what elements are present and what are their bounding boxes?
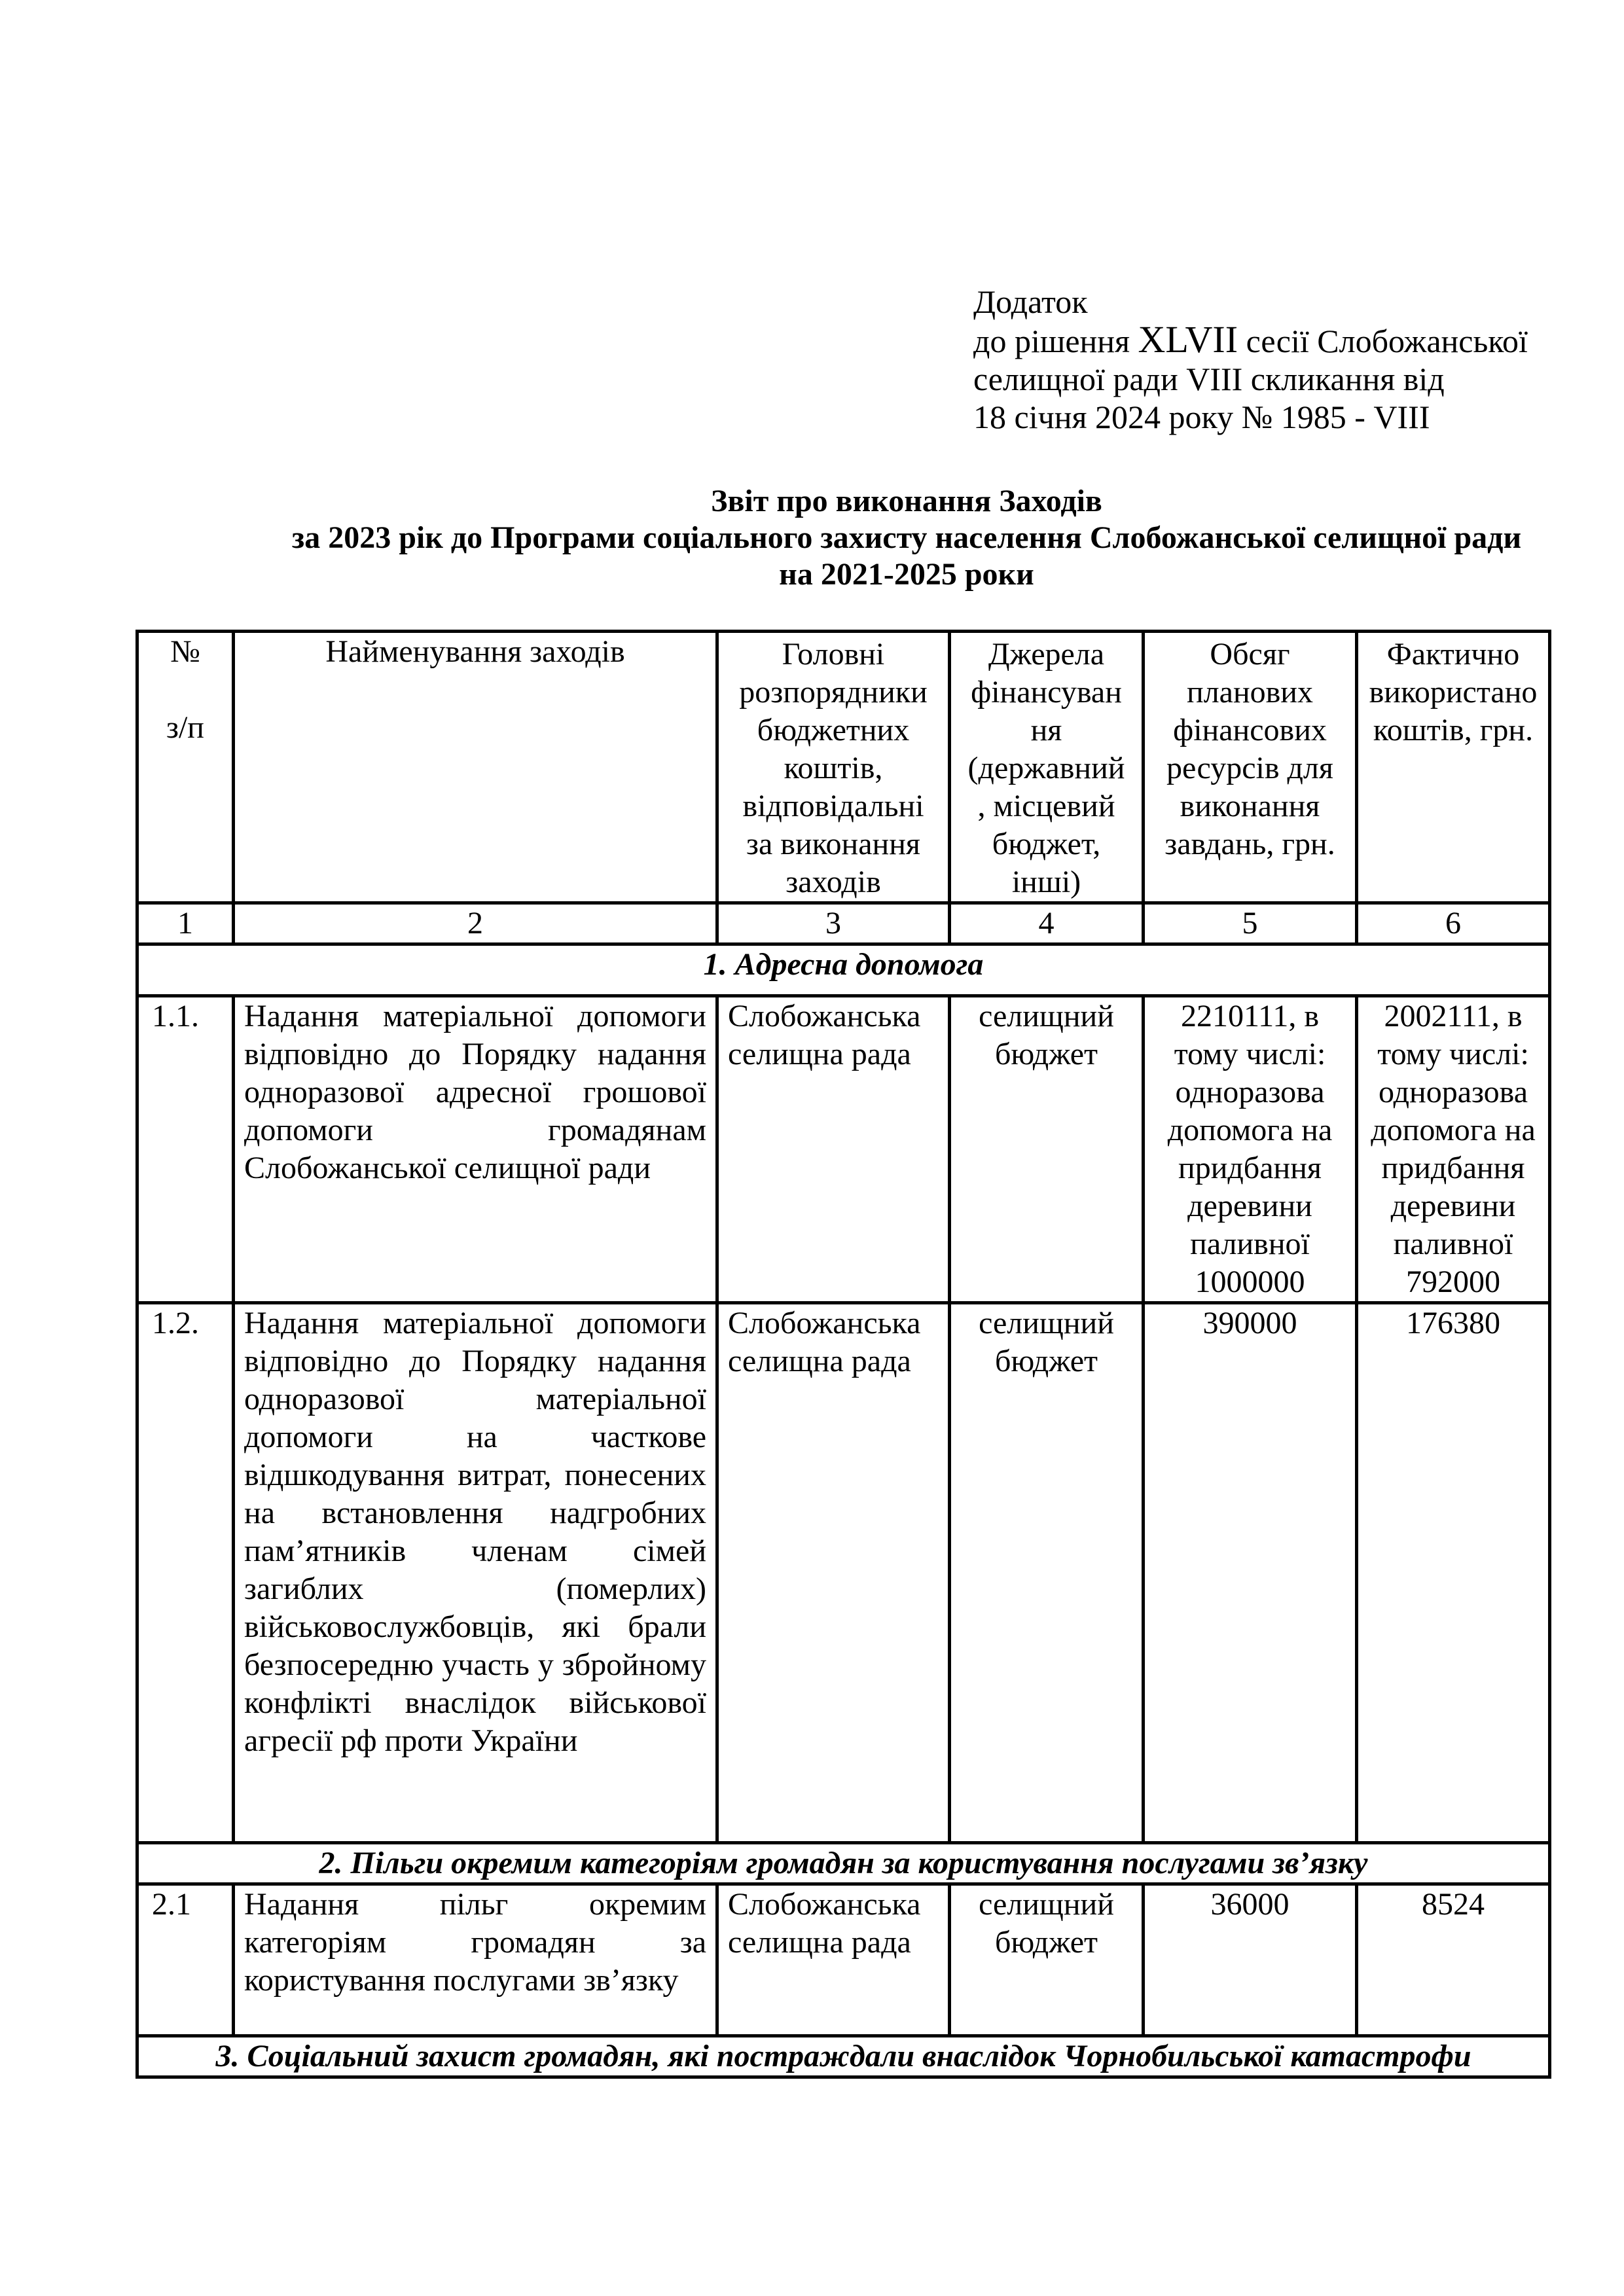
row-number: 1.1.: [137, 996, 234, 1303]
row-actual: 8524: [1357, 1884, 1550, 2036]
section-title: 3. Соціальний захист громадян, які постраждали внаслідок Чорнобильської катастрофи: [137, 2036, 1550, 2077]
section-title: 1. Адресна допомога: [137, 944, 1550, 996]
row-actual: 2002111, в тому числі: одноразова допомога на придбання деревини паливної 792000: [1357, 996, 1550, 1303]
column-number: 2: [234, 903, 717, 944]
report-title-line-3: на 2021-2025 роки: [779, 557, 1034, 592]
addendum-council-name: сесії Слобожанської: [1246, 323, 1528, 359]
report-title-line-2: за 2023 рік до Програми соціального захисту населення Слобожанської селищної ради: [291, 520, 1522, 555]
session-number: XLVII: [1138, 318, 1238, 361]
row-measure-name: Надання матеріальної допомоги відповідно до Порядку надання одноразової матеріальної допомоги на часткове відшкодування витрат, понесених на встановлення надгробних пам’ятників членам сімей загиблих (померлих) військовослужбовців, які брали безпосередню участь у збройному конфлікті внаслідок військової агресії рф проти України: [234, 1303, 717, 1843]
column-number: 6: [1357, 903, 1550, 944]
header-number-sign: №: [170, 634, 200, 669]
addendum-block: [973, 283, 1528, 436]
addendum-date-number: 18 січня 2024 року № 1985 - VIII: [973, 399, 1430, 435]
row-planned: 36000: [1144, 1884, 1357, 2036]
table-header-row: [137, 632, 1550, 903]
addendum-convocation: селищної ради VIII скликання від: [973, 361, 1445, 397]
row-planned: 2210111, в тому числі: одноразова допомога на придбання деревини паливної 1000000: [1144, 996, 1357, 1303]
row-measure-name: Надання пільг окремим категоріям громадян за користування послугами зв’язку: [234, 1884, 717, 2036]
row-planned: 390000: [1144, 1303, 1357, 1843]
table-row: [137, 1303, 1550, 1843]
section-row: [137, 2036, 1550, 2077]
section-row: [137, 944, 1550, 996]
column-number: 4: [950, 903, 1144, 944]
row-manager: Слобожанська селищна рада: [717, 996, 950, 1303]
row-manager: Слобожанська селищна рада: [717, 1303, 950, 1843]
column-number: 5: [1144, 903, 1357, 944]
section-title: 2. Пільги окремим категоріям громадян за користування послугами зв’язку: [137, 1843, 1550, 1884]
report-title-line-1: Звіт про виконання Заходів: [711, 484, 1102, 518]
table-row: [137, 1884, 1550, 2036]
table-row: [137, 996, 1550, 1303]
row-source: селищний бюджет: [950, 1303, 1144, 1843]
row-source: селищний бюджет: [950, 996, 1144, 1303]
row-source: селищний бюджет: [950, 1884, 1144, 2036]
row-measure-name: Надання матеріальної допомоги відповідно до Порядку надання одноразової адресної грошової допомоги громадянам Слобожанської селищної ради: [234, 996, 717, 1303]
section-row: [137, 1843, 1550, 1884]
column-number: 3: [717, 903, 950, 944]
column-number-row: [137, 903, 1550, 944]
header-measure-name: Найменування заходів: [234, 632, 717, 903]
header-actual-amount: Фактично використано коштів, грн.: [1357, 632, 1550, 903]
header-number: [137, 632, 234, 903]
row-manager: Слобожанська селищна рада: [717, 1884, 950, 2036]
measures-report-table: [135, 630, 1551, 2079]
row-actual: 176380: [1357, 1303, 1550, 1843]
row-number: 2.1: [137, 1884, 234, 2036]
report-title: [249, 483, 1564, 593]
addendum-decision-line: [973, 318, 1528, 361]
header-funding-sources: Джерела фінансуван ня (державний , місцевий бюджет, інші): [950, 632, 1144, 903]
header-planned-amount: Обсяг планових фінансових ресурсів для виконання завдань, грн.: [1144, 632, 1357, 903]
addendum-label: Додаток: [973, 283, 1088, 320]
row-number: 1.2.: [137, 1303, 234, 1843]
addendum-decision-prefix: до рішення: [973, 323, 1130, 359]
column-number: 1: [137, 903, 234, 944]
header-number-abbr: з/п: [166, 710, 204, 745]
header-budget-managers: Головні розпорядники бюджетних коштів, відповідальні за виконання заходів: [717, 632, 950, 903]
